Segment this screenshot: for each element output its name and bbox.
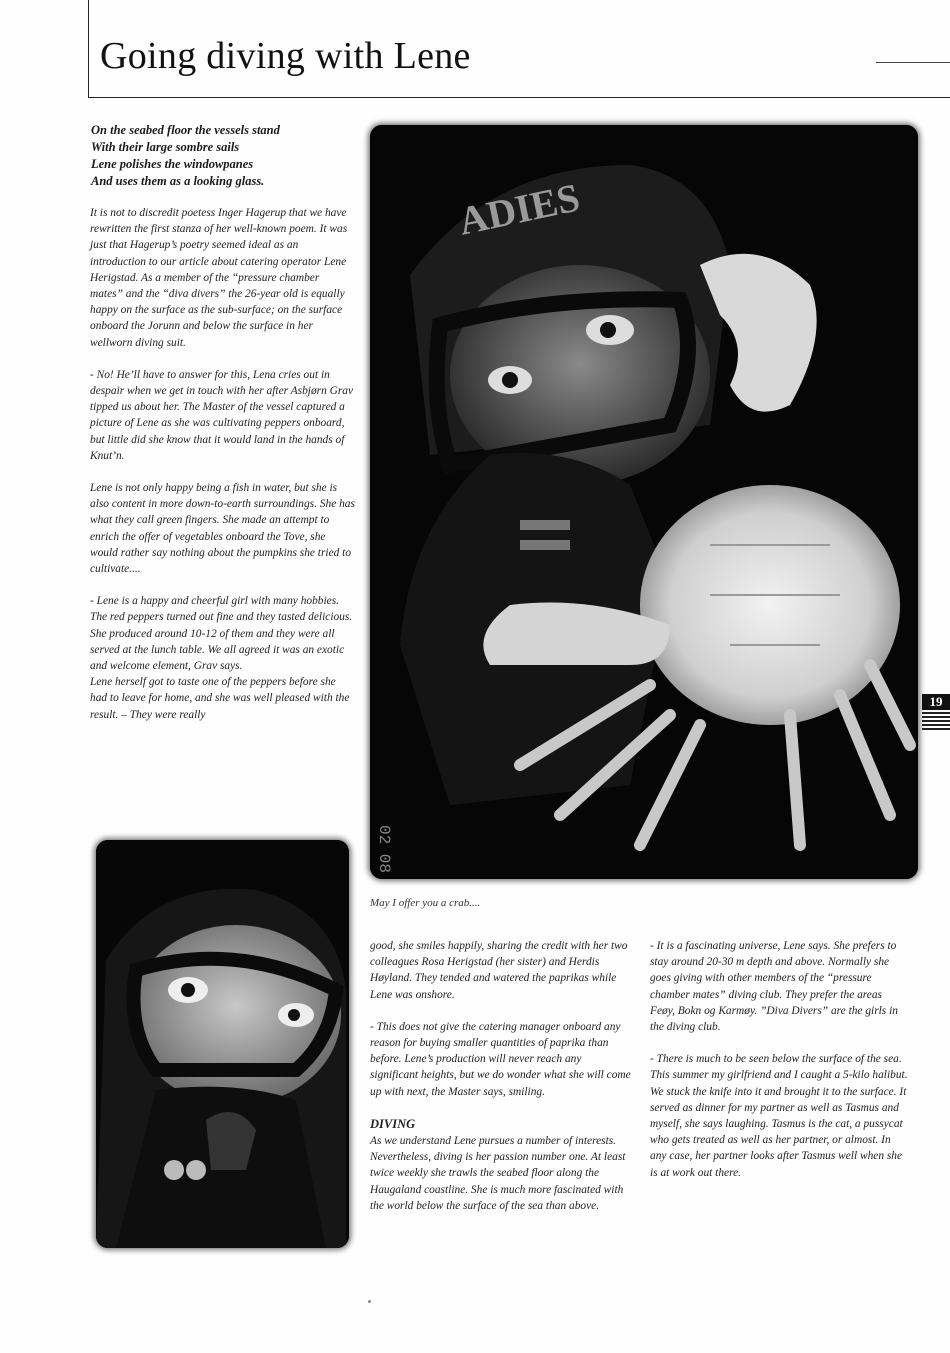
header-accent-rule: [876, 62, 950, 63]
paragraph: Lene herself got to taste one of the peppers before she had to leave for home, and she was well pleased with the result. – They were really: [90, 676, 350, 721]
article-column-2: [370, 938, 632, 1230]
poem-line: With their large sombre sails: [91, 140, 240, 154]
header-horizontal-rule: [88, 97, 950, 98]
poem-line: On the seabed floor the vessels stand: [91, 123, 280, 137]
paragraph: - No! He’ll have to answer for this, Lena cries out in despair when we get in touch with her after Asbjørn Grav tipped us about her. The Master of the vessel captured a picture of Lene as she was cultivating peppers onboard, but little did she know that it would land in the hands of Knut’n.: [90, 368, 354, 462]
paragraph: good, she smiles happily, sharing the credit with her two colleagues Rosa Herigstad (her sister) and Herdis Høyland. They tended and watered the paprikas while Lene was onshore.: [370, 940, 628, 1001]
poem-line: Lene polishes the windowpanes: [91, 157, 254, 171]
paragraph: - This does not give the catering manager onboard any reason for buying smaller quantities of paprika than before. Lene’s production will never reach any significant heights, but we do wonder what she will come up with next, the Master says, smiling.: [370, 1020, 631, 1098]
diver-portrait-photo: [96, 840, 349, 1248]
article-column-1: [90, 205, 355, 739]
paragraph: - It is a fascinating universe, Lene says. She prefers to stay around 20-30 m depth and above. Normally she goes giving with other members of the “pressure chamber mates” diving club. They prefer the areas Feøy, Bokn og Karmøy. ”Diva Divers” are the girls in the diving club.: [650, 940, 898, 1034]
header-vertical-rule: [88, 0, 89, 98]
diver-with-crab-photo: [370, 125, 918, 879]
page-title: Going diving with Lene: [100, 35, 471, 77]
paragraph: - There is much to be seen below the surface of the sea. This summer my girlfriend and I caught a 5-kilo halibut. We stuck the knife into it and brought it to the surface. It served as dinner for my partner as well as Tasmus and myself, she says laughing. Tasmus is the cat, a pussycat who gets treated as well as her partner, or almost. In any case, her partner looks after Tasmus well when she is at work out there.: [650, 1053, 908, 1179]
svg-text:02 08: 02 08: [375, 825, 393, 874]
intro-poem: [91, 122, 361, 190]
paragraph: Lene is not only happy being a fish in water, but she is also content in more down-to-earth surroundings. She has what they call green fingers. She made an attempt to enrich the offer of vegetables onboard the Tove, she would rather say nothing about the pumpkins she tried to cultivate....: [90, 482, 355, 576]
paragraph: As we understand Lene pursues a number of interests. Nevertheless, diving is her passion number one. At least twice weekly she trawls the seabed floor along the Haugaland coastline. She is much more fascinated with the world below the surface of the sea than above.: [370, 1135, 626, 1212]
section-subhead: DIVING: [370, 1116, 416, 1131]
paragraph: It is not to discredit poetess Inger Hagerup that we have rewritten the first stanza of her well-known poem. It was just that Hagerup’s poetry seemed ideal as an introduction to our article about catering operator Lene Herigstad. As a member of the “pressure chamber mates” and the “diva divers” the 26-year old is equally happy on the surface as the sub-surface; on the surface onboard the Jorunn and below the surface in her wellworn diving suit.: [90, 207, 348, 349]
print-speck: [368, 1300, 371, 1303]
photo-caption: May I offer you a crab....: [370, 897, 481, 909]
page-number-decoration: [922, 712, 950, 732]
paragraph: - Lene is a happy and cheerful girl with many hobbies. The red peppers turned out fine and they tasted delicious. She produced around 10-12 of them and they were all served at the lunch table. We all agreed it was an exotic and welcome element, Grav says.: [90, 595, 353, 673]
svg-text:ADIES: ADIES: [454, 174, 584, 244]
poem-line: And uses them as a looking glass.: [91, 174, 265, 188]
page-number: 19: [922, 694, 950, 710]
article-column-3: [650, 938, 908, 1197]
